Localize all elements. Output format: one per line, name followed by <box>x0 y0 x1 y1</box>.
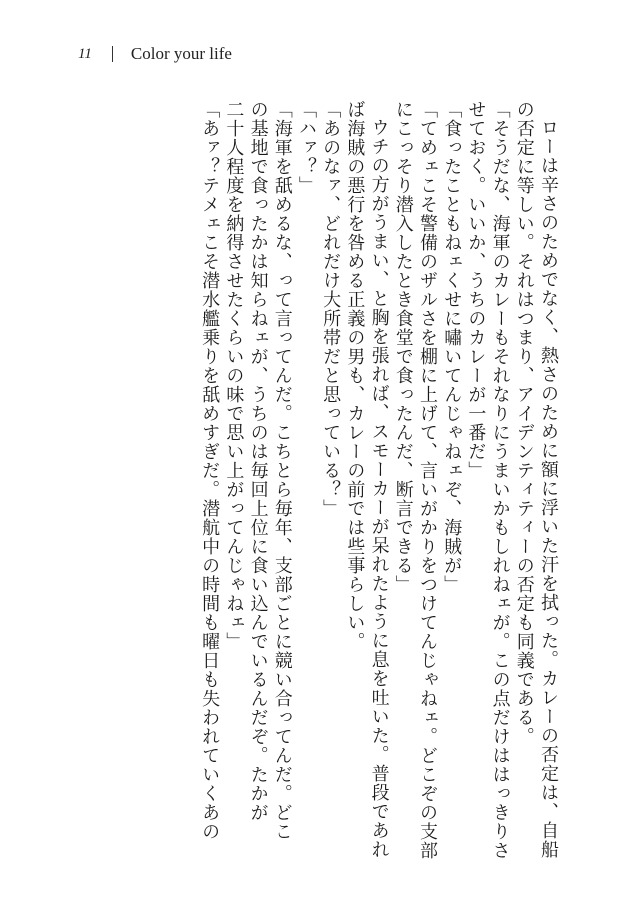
book-title: Color your life <box>130 44 232 63</box>
text-line: 二十人程度を納得させたくらいの味で思い上がってんじゃねェ」 <box>223 100 245 651</box>
text-line: 「食ったこともねェくせに嘯いてんじゃねェぞ、海賊が」 <box>441 100 463 594</box>
text-line: の基地で食ったかは知らねェが、うちのは毎回上位に食い込んでいるんだぞ。たかが <box>247 100 269 822</box>
text-line: 「てめェこそ警備のザルさを棚に上げて、言いがかりをつけてんじゃねェ。どこぞの支部 <box>416 100 438 860</box>
running-header <box>78 44 232 64</box>
text-line: 「あのなァ、どれだけ大所帯だと思っている？」 <box>320 100 342 518</box>
text-line: 「海軍を舐めるな、って言ってんだ。こちとら毎年、支部ごとに競い合ってんだ。どこ <box>271 100 293 841</box>
page-number: 11 <box>78 45 92 62</box>
text-line: 「ハァ？」 <box>295 100 317 195</box>
vertical-body-text <box>197 100 560 860</box>
text-line: 「あァ？テメェこそ潜水艦乗りを舐めすぎだ。潜航中の時間も曜日も失われていくあの <box>199 100 221 841</box>
text-line: 「そうだな、海軍のカレーもそれなりにうまいかもしれねェが。この点だけははっきりさ <box>489 100 511 860</box>
text-line: せておく。いいか、うちのカレーが一番だ」 <box>465 100 487 480</box>
header-separator <box>112 46 113 62</box>
text-line: ローは辛さのためでなく、熱さのために額に浮いた汗を拭った。カレーの否定は、自船 <box>538 118 559 859</box>
text-line: の否定に等しい。それはつまり、アイデンティティーの否定も同義である。 <box>513 100 535 746</box>
text-line: ウチの方がうまい、と胸を張れば、スモーカーが呆れたように息を吐いた。普段であれ <box>368 118 390 859</box>
text-line: ば海賊の悪行を咎める正義の男も、カレーの前では些事らしい。 <box>344 100 366 651</box>
text-line: にこっそり潜入したとき食堂で食ったんだ、断言できる」 <box>392 100 414 594</box>
